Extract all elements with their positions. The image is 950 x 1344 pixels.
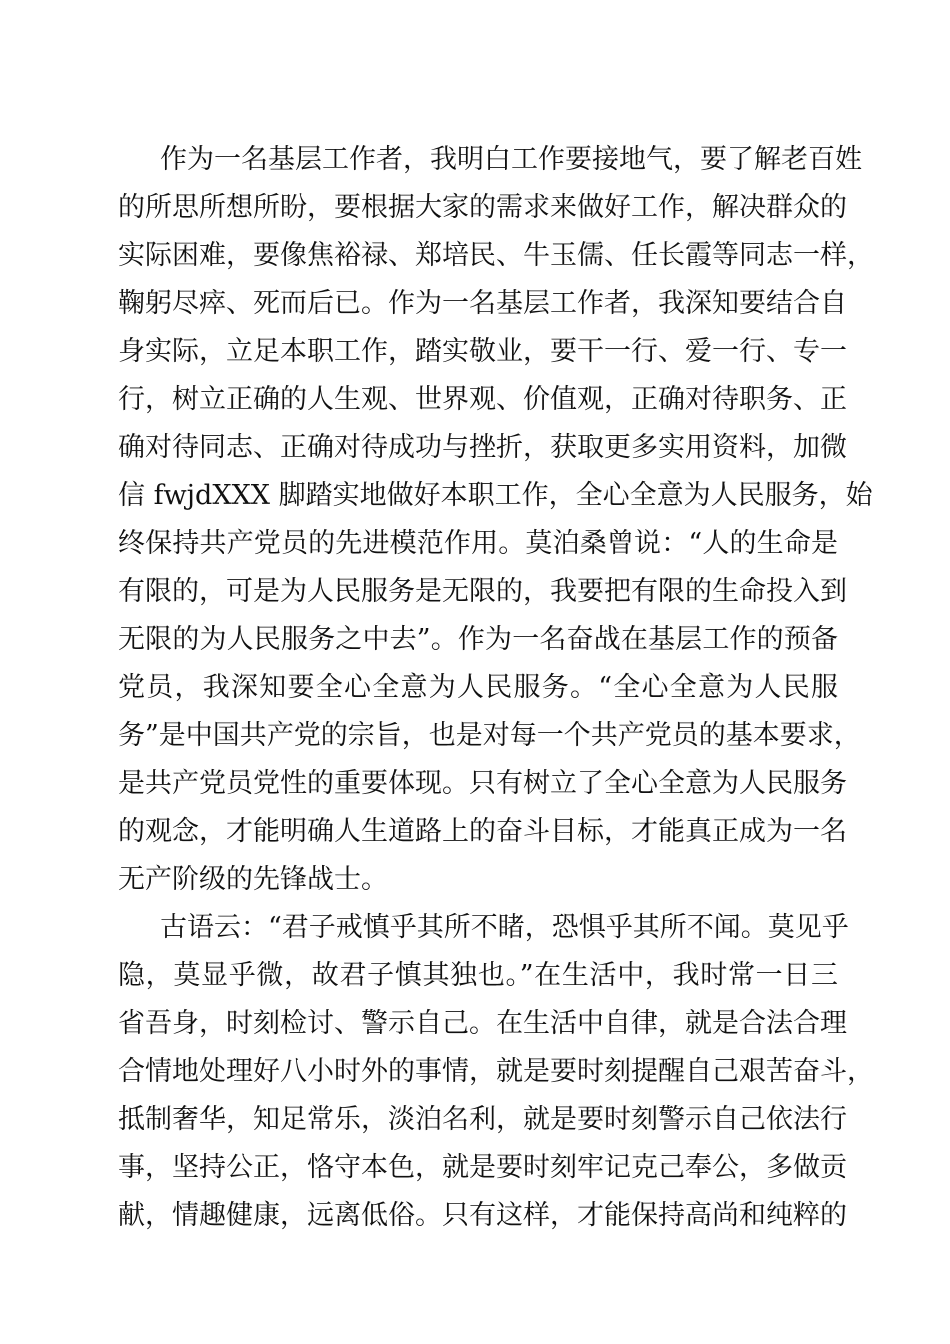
text-line: 有限的，可是为人民服务是无限的，我要把有限的生命投入到 — [118, 576, 847, 607]
text-line: 作为一名基层工作者，我明白工作要接地气，要了解老百姓 — [160, 144, 862, 175]
text-line: 鞠躬尽瘁、死而后已。作为一名基层工作者，我深知要结合自 — [118, 288, 847, 319]
text-line: 确对待同志、正确对待成功与挫折，获取更多实用资料，加微 — [118, 432, 847, 463]
text-line: 终保持共产党员的先进模范作用。莫泊桑曾说：“人的生命是 — [118, 528, 838, 559]
text-line: 抵制奢华，知足常乐，淡泊名利，就是要时刻警示自己依法行 — [118, 1104, 847, 1135]
text-line: 省吾身，时刻检讨、警示自己。在生活中自律，就是合法合理 — [118, 1008, 847, 1039]
text-line: 无限的为人民服务之中去”。作为一名奋战在基层工作的预备 — [118, 624, 838, 655]
text-line: 古语云：“君子戒慎乎其所不睹，恐惧乎其所不闻。莫见乎 — [160, 912, 849, 943]
text-line: 务”是中国共产党的宗旨，也是对每一个共产党员的基本要求， — [118, 720, 861, 751]
text-line: 行，树立正确的人生观、世界观、价值观，正确对待职务、正 — [118, 384, 847, 415]
text-line: 合情地处理好八小时外的事情，就是要时刻提醒自己艰苦奋斗， — [118, 1056, 874, 1087]
text-line: 的所思所想所盼，要根据大家的需求来做好工作，解决群众的 — [118, 192, 847, 223]
text-line: 无产阶级的先锋战士。 — [118, 864, 388, 895]
text-line: 党员，我深知要全心全意为人民服务。“全心全意为人民服 — [118, 672, 838, 703]
text-line: 实际困难，要像焦裕禄、郑培民、牛玉儒、任长霞等同志一样， — [118, 240, 874, 271]
text-line: 是共产党员党性的重要体现。只有树立了全心全意为人民服务 — [118, 768, 847, 799]
text-line: 信 fwjdXXX 脚踏实地做好本职工作，全心全意为人民服务，始 — [118, 480, 873, 511]
text-line: 的观念，才能明确人生道路上的奋斗目标，才能真正成为一名 — [118, 816, 847, 847]
text-line: 献，情趣健康，远离低俗。只有这样，才能保持高尚和纯粹的 — [118, 1200, 847, 1231]
text-line: 事，坚持公正，恪守本色，就是要时刻牢记克己奉公，多做贡 — [118, 1152, 847, 1183]
text-line: 隐，莫显乎微，故君子慎其独也。”在生活中，我时常一日三 — [118, 960, 838, 991]
text-line: 身实际，立足本职工作，踏实敬业，要干一行、爱一行、专一 — [118, 336, 847, 367]
